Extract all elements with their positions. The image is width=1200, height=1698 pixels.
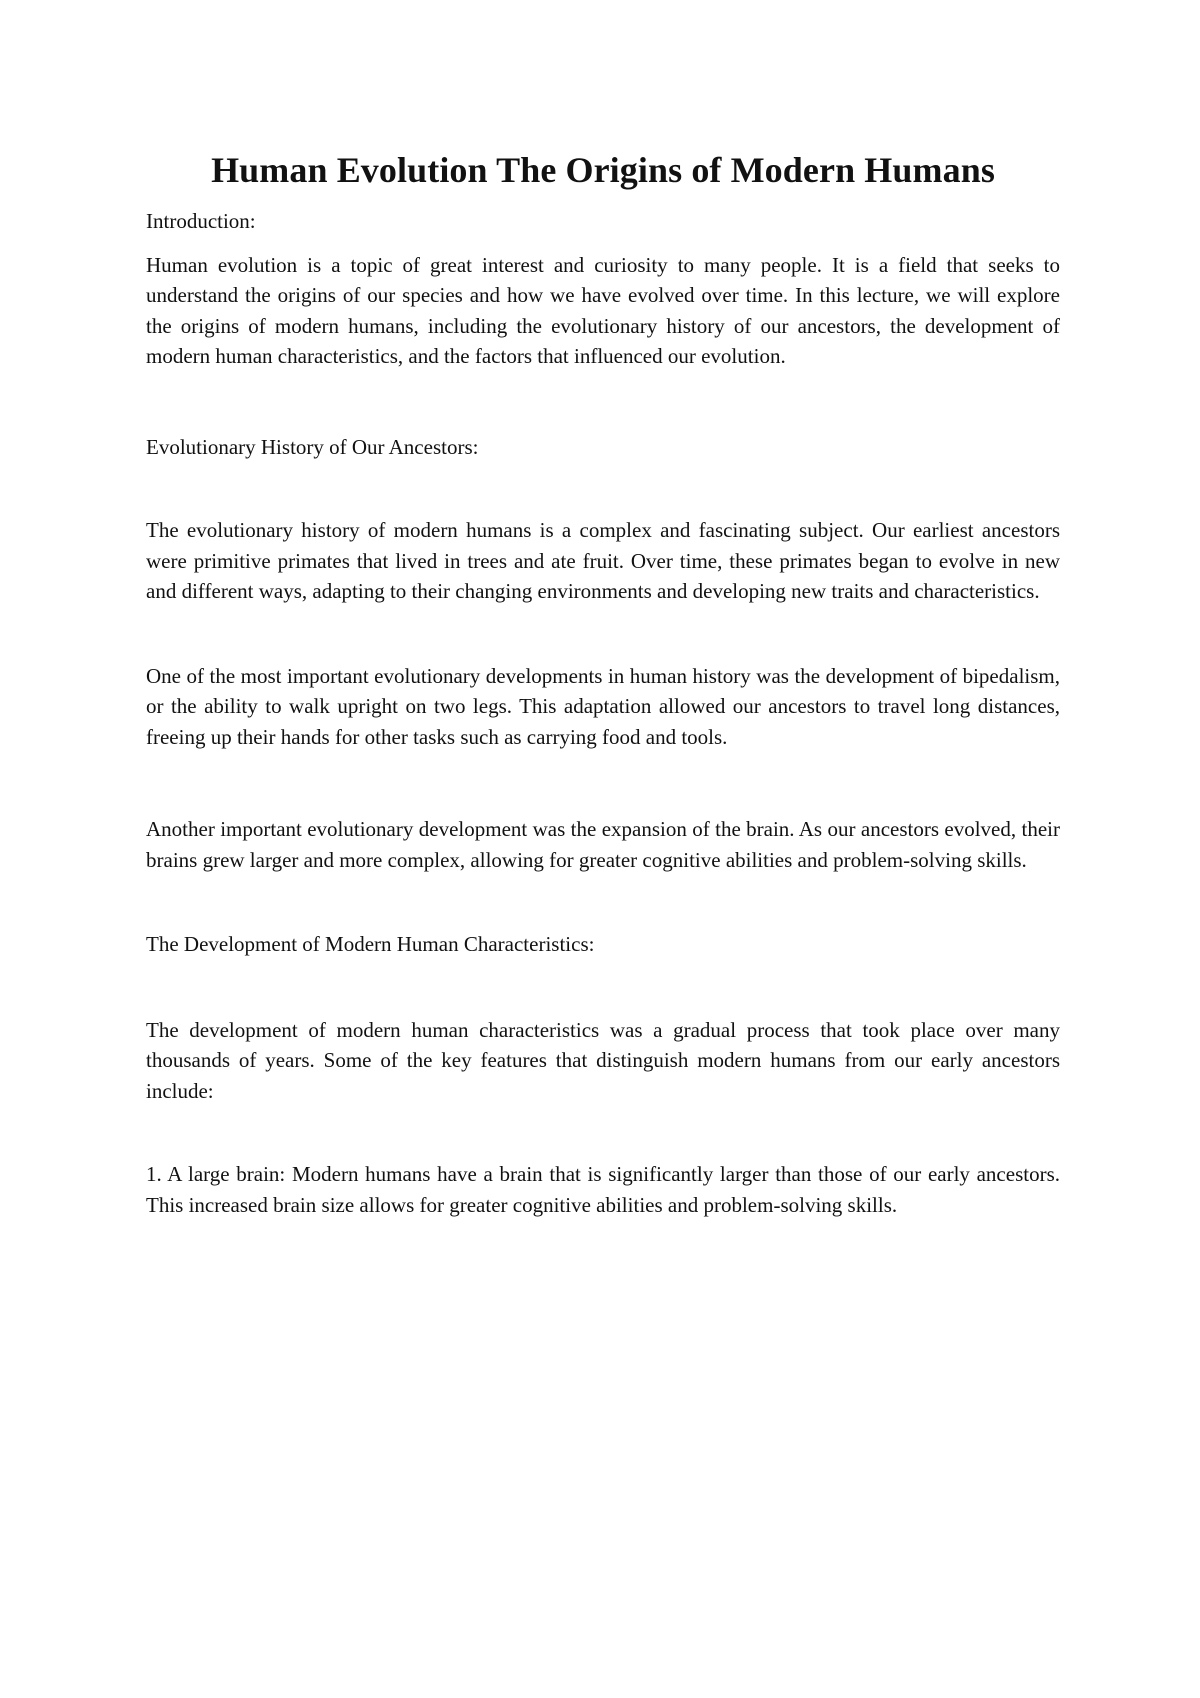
section-heading-ancestors: Evolutionary History of Our Ancestors: [146,434,479,459]
intro-paragraph: Human evolution is a topic of great interest and curiosity to many people. It is a field that seeks to understand the origins of our species and how we have evolved over time. In this lecture, we will explore the origins of modern humans, including the evolutionary history of our ancestors, the development of modern human characteristics, and the factors that influenced our evolution. [146,252,1060,368]
paragraph-gradual-process: The development of modern human characteristics was a gradual process that took place over many thousands of years. Some of the key features that distinguish modern humans from our early ancestors include: [146,1017,1060,1103]
intro-label: Introduction: [146,209,256,233]
document-title: Human Evolution The Origins of Modern Humans [211,150,995,190]
list-item-large-brain: 1. A large brain: Modern humans have a brain that is significantly larger than those of our early ancestors. This increased brain size allows for greater cognitive abilities and problem-solving skills. [146,1162,1060,1217]
section-heading-characteristics: The Development of Modern Human Characteristics: [146,932,595,956]
document-page [146,148,1060,1220]
paragraph-bipedalism: One of the most important evolutionary developments in human history was the development of bipedalism, or the ability to walk upright on two legs. This adaptation allowed our ancestors to travel long distances, freeing up their hands for other tasks such as carrying food and tools. [146,663,1060,749]
paragraph-evolutionary-history: The evolutionary history of modern humans is a complex and fascinating subject. Our earliest ancestors were primitive primates that lived in trees and ate fruit. Over time, these primates began to evolve in new and different ways, adapting to their changing environments and developing new traits and characteristics. [146,518,1060,603]
paragraph-brain-expansion: Another important evolutionary development was the expansion of the brain. As our ancestors evolved, their brains grew larger and more complex, allowing for greater cognitive abilities and problem-solving skills. [146,817,1060,872]
